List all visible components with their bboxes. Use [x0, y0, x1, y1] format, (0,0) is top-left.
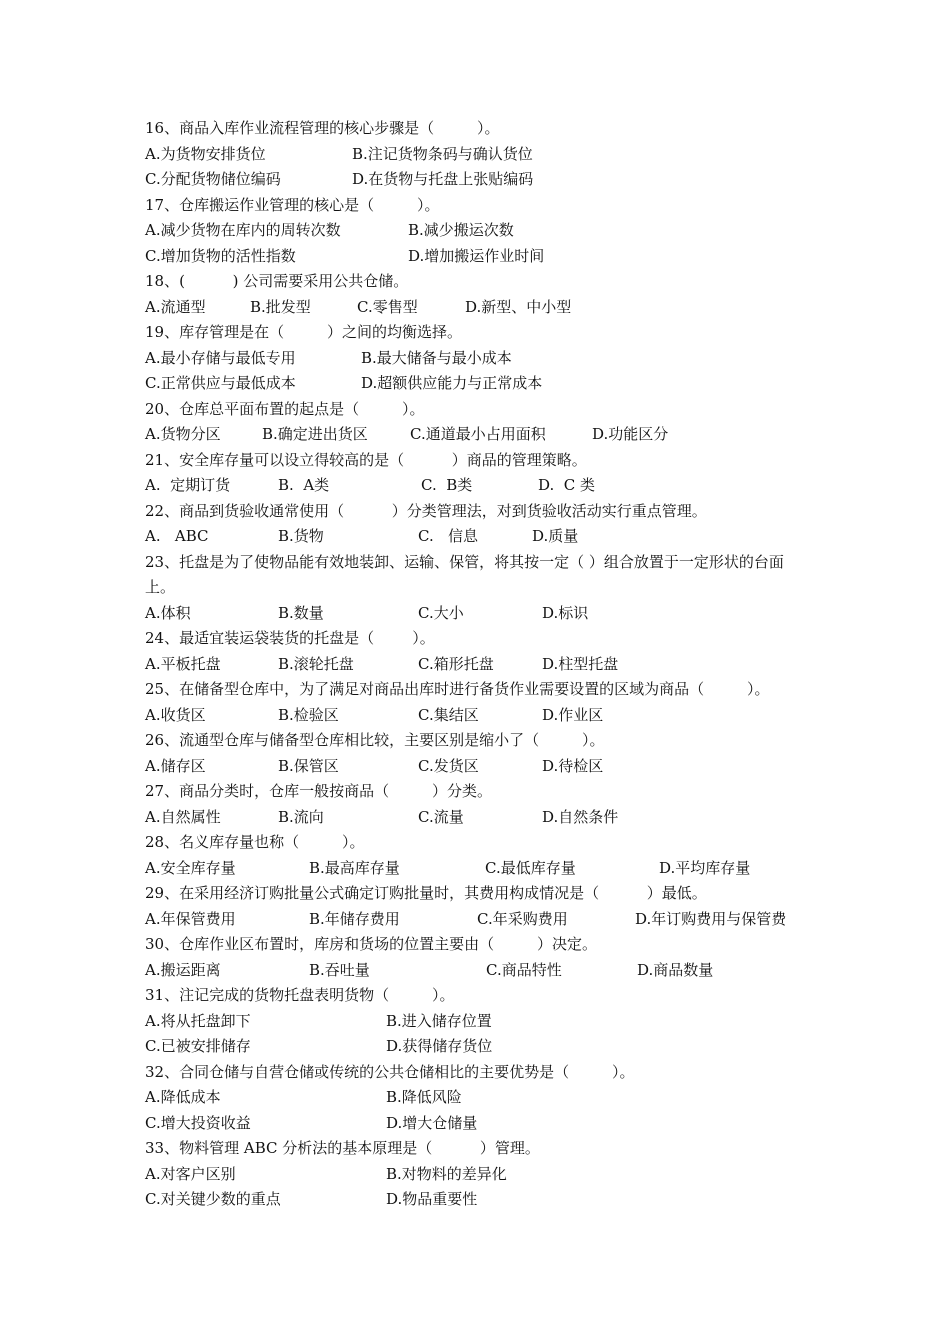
option-b: B.货物 [278, 527, 324, 545]
option-b: B.最高库存量 [309, 858, 400, 877]
option-c: C.零售型 [357, 297, 418, 316]
question-25: 25、在储备型仓库中，为了满足对商品出库时进行备货作业需要设置的区域为商品（ ）。 [145, 680, 770, 698]
options-row [145, 907, 845, 933]
options-row [145, 295, 845, 321]
options-row [145, 1009, 845, 1035]
option-a: A.为货物安排货位 [145, 144, 266, 163]
option-d: D.待检区 [542, 756, 604, 775]
options-row [145, 1187, 845, 1213]
option-d: D.获得储存货位 [386, 1037, 493, 1055]
option-a: A.将从托盘卸下 [145, 1011, 251, 1030]
option-d: D.柱型托盘 [542, 654, 619, 673]
question-27: 27、商品分类时，仓库一般按商品（ ）分类。 [145, 782, 493, 800]
options-row [145, 652, 845, 678]
question-33: 33、物料管理 ABC 分析法的基本原理是（ ）管理。 [145, 1139, 540, 1157]
option-b: B.降低风险 [386, 1088, 462, 1106]
option-a: A.体积 [145, 603, 191, 622]
options-row [145, 167, 845, 193]
option-d: D.物品重要性 [386, 1190, 478, 1208]
option-a: A.货物分区 [145, 425, 221, 443]
options-row [145, 524, 845, 550]
options-row [145, 856, 845, 882]
option-a: A.自然属性 [145, 807, 221, 826]
question-31: 31、注记完成的货物托盘表明货物（ ）。 [145, 986, 455, 1004]
option-d: D.在货物与托盘上张贴编码 [352, 170, 534, 188]
options-row [145, 754, 845, 780]
option-c: C.发货区 [418, 756, 479, 775]
option-a: A.储存区 [145, 756, 206, 775]
option-b: B. A类 [278, 476, 330, 494]
question-21: 21、安全库存量可以设立得较高的是（ ）商品的管理策略。 [145, 450, 587, 469]
option-d: D.增大仓储量 [386, 1113, 478, 1132]
option-d: D.质量 [532, 527, 579, 545]
option-c: C.商品特性 [486, 960, 562, 979]
options-row [145, 346, 845, 372]
option-d: D.功能区分 [592, 425, 669, 443]
option-b: B.数量 [278, 603, 324, 622]
options-row [145, 371, 845, 397]
option-a: A.最小存储与最低专用 [145, 348, 296, 367]
question-32: 32、合同仓储与自营仓储或传统的公共仓储相比的主要优势是（ ）。 [145, 1062, 635, 1081]
options-row [145, 473, 845, 499]
option-c: C.增加货物的活性指数 [145, 246, 296, 265]
option-b: B.批发型 [250, 297, 311, 316]
option-c: C.增大投资收益 [145, 1113, 251, 1132]
option-d: D.标识 [542, 603, 589, 622]
question-23: 23、托盘是为了使物品能有效地装卸、运输、保管，将其按一定（ ）组合放置于一定形状的台面上。 [145, 552, 784, 596]
option-c: C.正常供应与最低成本 [145, 374, 296, 392]
question-28: 28、名义库存量也称（ ）。 [145, 833, 365, 851]
options-row [145, 1034, 845, 1060]
option-b: B.注记货物条码与确认货位 [352, 144, 533, 163]
option-a: A.流通型 [145, 297, 206, 316]
option-c: C.箱形托盘 [418, 654, 494, 673]
option-d: D.新型、中小型 [465, 297, 572, 316]
option-c: C.流量 [418, 807, 464, 826]
question-19: 19、库存管理是在（ ）之间的均衡选择。 [145, 323, 463, 341]
option-b: B.年储存费用 [309, 909, 400, 928]
options-row [145, 142, 845, 168]
option-d: D.作业区 [542, 705, 604, 724]
option-d: D. C 类 [538, 476, 596, 494]
option-a: A.收货区 [145, 705, 206, 724]
option-c: C.年采购费用 [477, 909, 568, 928]
option-c: C.集结区 [418, 705, 479, 724]
options-row [145, 218, 845, 244]
option-c: C.通道最小占用面积 [410, 425, 546, 443]
options-row [145, 1111, 845, 1137]
option-a: A.平板托盘 [145, 654, 221, 673]
option-d: D.增加搬运作业时间 [408, 246, 545, 265]
option-c: C.大小 [418, 603, 464, 622]
option-d: D.年订购费用与保管费 [635, 909, 787, 928]
option-b: B.保管区 [278, 756, 339, 775]
option-b: B.最大储备与最小成本 [361, 348, 512, 367]
option-c: C. B类 [421, 476, 473, 494]
question-16: 16、商品入库作业流程管理的核心步骤是（ ）。 [145, 119, 500, 137]
option-c: C.已被安排储存 [145, 1037, 251, 1055]
question-18: 18、( ) 公司需要采用公共仓储。 [145, 272, 409, 290]
option-c: C.最低库存量 [485, 858, 576, 877]
option-c: C. 信息 [418, 527, 479, 545]
option-d: D.平均库存量 [659, 858, 751, 877]
options-row [145, 1085, 845, 1111]
options-row [145, 703, 845, 729]
option-b: B.减少搬运次数 [408, 221, 514, 239]
option-a: A.降低成本 [145, 1088, 221, 1106]
options-row [145, 958, 845, 984]
options-row [145, 244, 845, 270]
option-c: C.对关键少数的重点 [145, 1190, 281, 1208]
question-22: 22、商品到货验收通常使用（ ）分类管理法，对到货验收活动实行重点管理。 [145, 501, 707, 520]
option-b: B.检验区 [278, 705, 339, 724]
options-row [145, 1162, 845, 1188]
question-list [145, 116, 845, 1213]
options-row [145, 422, 845, 448]
question-29: 29、在采用经济订购批量公式确定订购批量时，其费用构成情况是（ ）最低。 [145, 884, 707, 902]
option-b: B.确定进出货区 [262, 425, 368, 443]
option-b: B.对物料的差异化 [386, 1164, 507, 1183]
option-c: C.分配货物储位编码 [145, 170, 281, 188]
question-20: 20、仓库总平面布置的起点是（ ）。 [145, 399, 425, 418]
option-d: D.自然条件 [542, 807, 619, 826]
option-a: A.减少货物在库内的周转次数 [145, 221, 341, 239]
option-a: A. 定期订货 [145, 476, 231, 494]
option-b: B.吞吐量 [309, 960, 370, 979]
option-a: A.安全库存量 [145, 858, 236, 877]
question-26: 26、流通型仓库与储备型仓库相比较，主要区别是缩小了（ ）。 [145, 731, 605, 749]
option-d: D.商品数量 [637, 960, 714, 979]
options-row [145, 805, 845, 831]
options-row [145, 601, 845, 627]
option-a: A.对客户区别 [145, 1164, 236, 1183]
option-b: B.流向 [278, 807, 324, 826]
question-17: 17、仓库搬运作业管理的核心是（ ）。 [145, 195, 440, 214]
option-b: B.滚轮托盘 [278, 654, 354, 673]
question-24: 24、最适宜装运袋装货的托盘是（ ）。 [145, 629, 435, 647]
question-30: 30、仓库作业区布置时，库房和货场的位置主要由（ ）决定。 [145, 935, 598, 953]
option-d: D.超额供应能力与正常成本 [361, 374, 543, 392]
option-a: A.搬运距离 [145, 960, 221, 979]
option-a: A.年保管费用 [145, 909, 236, 928]
option-b: B.进入储存位置 [386, 1011, 492, 1030]
option-a: A. ABC [145, 527, 209, 545]
